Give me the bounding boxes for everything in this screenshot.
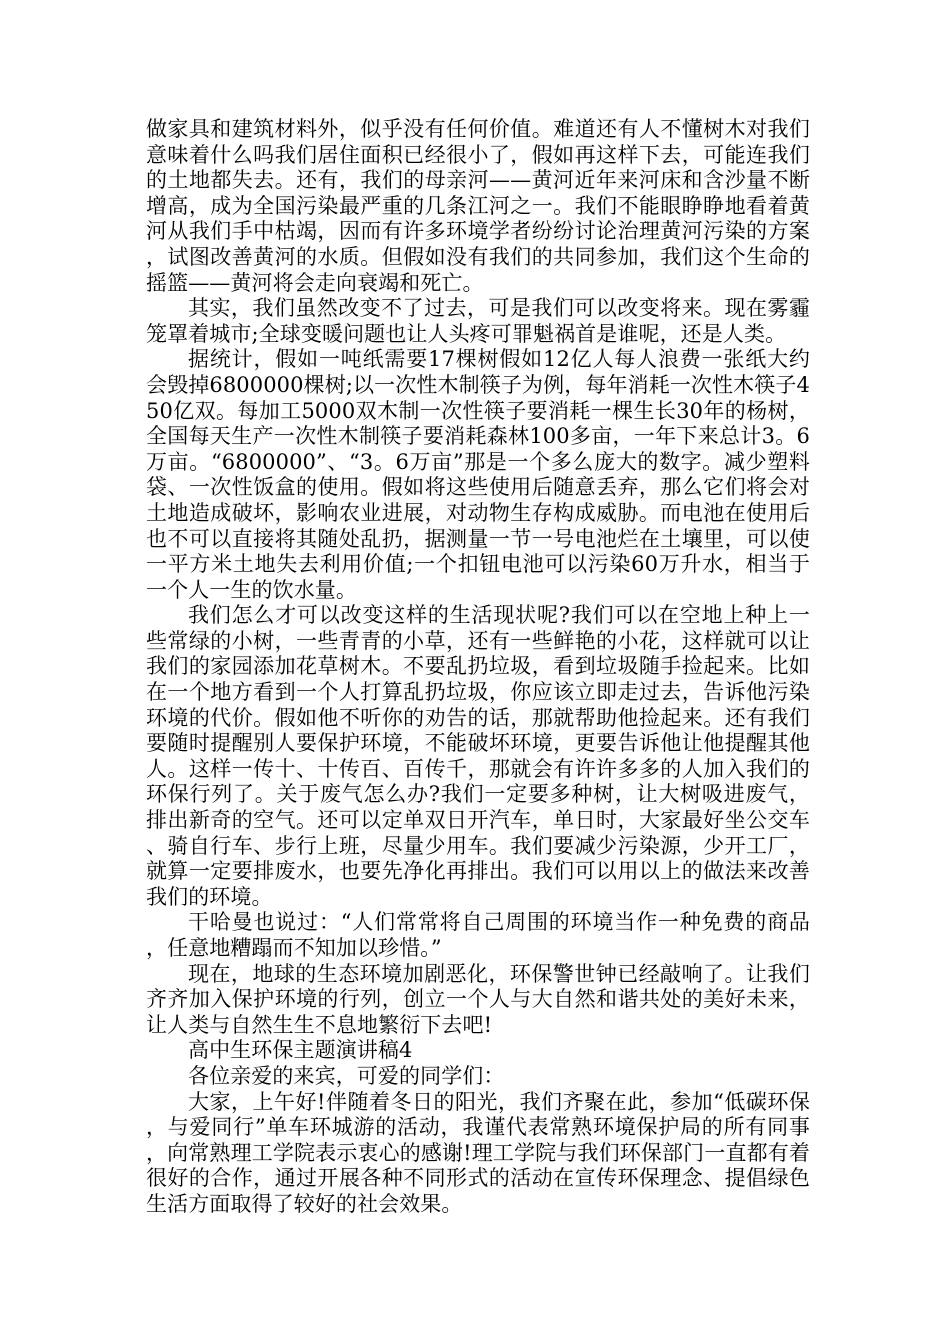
paragraph-change-future: 其实，我们虽然改变不了过去，可是我们可以改变将来。现在雾霾笼罩着城市;全球变暖问题也让人头疼可罪魁祸首是谁呢，还是人类。 [146, 296, 810, 346]
paragraph-statistics: 据统计，假如一吨纸需要17棵树假如12亿人每人浪费一张纸大约会毁掉6800000棵树;以一次性木制筷子为例，每年消耗一次性木筷子450亿双。每加工5000双木制一次性筷子要消耗一棵生长30年的杨树，全国每天生产一次性木制筷子要消耗森林100多亩，一年下来总计3。6万亩。“6800000”、“3。6万亩”那是一个多么庞大的数字。减少塑料袋、一次性饭盒的使用。假如将这些使用后随意丢弃，那么它们将会对土地造成破坏，影响农业进展，对动物生存构成威胁。而电池在使用后也不可以直接将其随处乱扔，据测量一节一号电池烂在土壤里，可以使一平方米土地失去利用价值;一个扣钮电池可以污染60万升水，相当于一个人一生的饮水量。 [146, 347, 810, 602]
document-page [146, 117, 810, 1218]
paragraph-quote: 干哈曼也说过：“人们常常将自己周围的环境当作一种免费的商品，任意地糟蹋而不知加以珍惜。” [146, 910, 810, 960]
speech-heading: 高中生环保主题演讲稿4 [188, 1038, 413, 1063]
speech-greeting: 各位亲爱的来宾，可爱的同学们： [188, 1063, 505, 1088]
paragraph-trees-and-yellow-river: 做家具和建筑材料外，似乎没有任何价值。难道还有人不懂树木对我们意味着什么吗我们居住面积已经很小了，假如再这样下去，可能连我们的土地都失去。还有，我们的母亲河——黄河近年来河床和含沙量不断增高，成为全国污染最严重的几条江河之一。我们不能眼睁睁地看着黄河从我们手中枯竭，因而有许多环境学者纷纷讨论治理黄河污染的方案，试图改善黄河的水质。但假如没有我们的共同参加，我们这个生命的摇篮——黄河将会走向衰竭和死亡。 [146, 117, 810, 295]
paragraph-speech-opening: 大家，上午好!伴随着冬日的阳光，我们齐聚在此，参加“低碳环保，与爱同行”单车环城游的活动，我谨代表常熟环境保护局的所有同事，向常熟理工学院表示衷心的感谢!理工学院与我们环保部门一直都有着很好的合作，通过开展各种不同形式的活动在宣传环保理念、提倡绿色生活方面取得了较好的社会效果。 [146, 1089, 810, 1216]
paragraph-call-to-action: 现在，地球的生态环境加剧恶化，环保警世钟已经敲响了。让我们齐齐加入保护环境的行列，创立一个人与大自然和谐共处的美好未来，让人类与自然生生不息地繁衍下去吧! [146, 961, 810, 1037]
paragraph-how-to-change: 我们怎么才可以改变这样的生活现状呢?我们可以在空地上种上一些常绿的小树，一些青青的小草，还有一些鲜艳的小花，这样就可以让我们的家园添加花草树木。不要乱扔垃圾，看到垃圾随手捡起来。比如在一个地方看到一个人打算乱扔垃圾，你应该立即走过去，告诉他污染环境的代价。假如他不听你的劝告的话，那就帮助他捡起来。还有我们要随时提醒别人要保护环境，不能破坏环境，更要告诉他让他提醒其他人。这样一传十、十传百、百传千，那就会有许许多多的人加入我们的环保行列了。关于废气怎么办?我们一定要多种树，让大树吸进废气，排出新奇的空气。还可以定单双日开汽车，单日时，大家最好坐公交车、骑自行车、步行上班，尽量少用车。我们要减少污染源，少开工厂，就算一定要排废水，也要先净化再排出。我们可以用以上的做法来改善我们的环境。 [146, 603, 810, 909]
